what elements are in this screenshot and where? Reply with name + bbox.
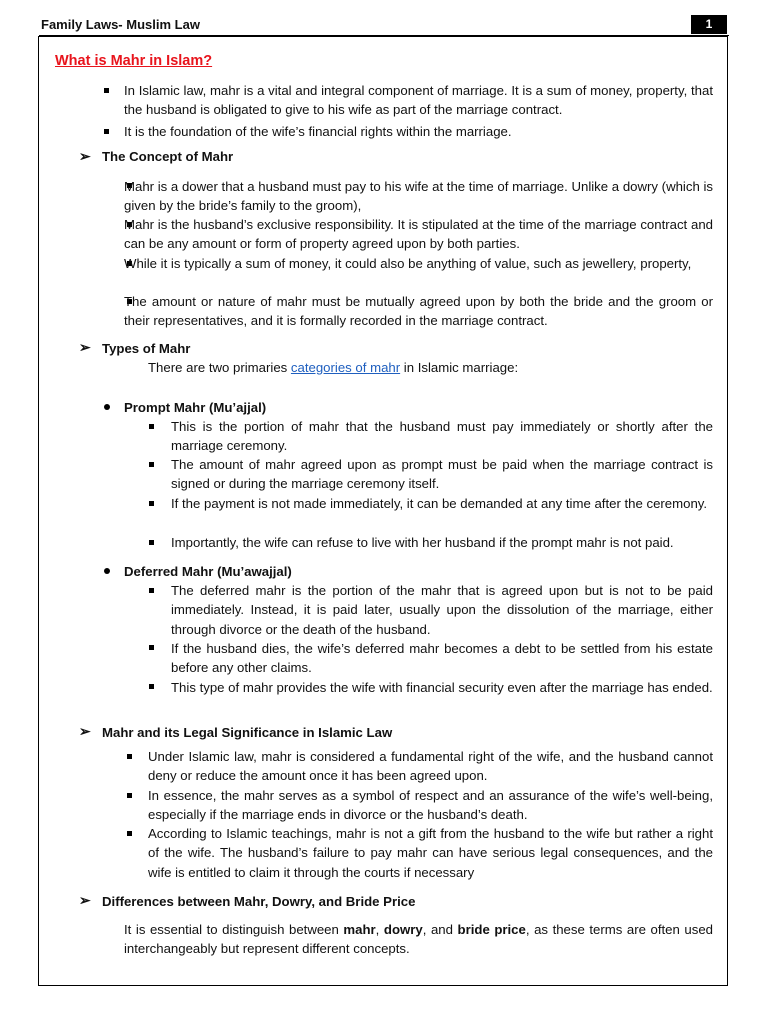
significance-heading: Mahr and its Legal Significance in Islamic Law (102, 725, 393, 740)
bullet-dot (104, 404, 110, 410)
bullet-dot (104, 568, 110, 574)
deferred-item-1: The deferred mahr is the portion of the mahr that is agreed upon but is not to be paid immediately. Instead, it is paid later, usually upon the dissolution of the marriage, either through divorce or the death of the husband. (171, 583, 713, 637)
bullet-square (149, 501, 154, 506)
prompt-item-3: If the payment is not made immediately, it can be demanded at any time after the ceremony. (171, 496, 708, 511)
prompt-item-2: The amount of mahr agreed upon as prompt must be paid when the marriage contract is signed or during the marriage ceremony itself. (171, 457, 713, 492)
arrow-bullet-icon: ➢ (79, 339, 91, 355)
concept-item-2: Mahr is the husband’s exclusive responsibility. It is stipulated at the time of the marriage contract and can be any amount or form of property agreed upon by both parties. (124, 217, 713, 252)
bullet-square (149, 424, 154, 429)
types-intro-after: in Islamic marriage: (400, 360, 519, 375)
categories-of-mahr-link[interactable]: categories of mahr (290, 360, 401, 375)
significance-item-1: Under Islamic law, mahr is considered a fundamental right of the wife, and the husband cannot deny or reduce the amount once it has been agreed upon. (148, 749, 713, 784)
differences-sep-1: , (375, 922, 384, 937)
bullet-square (104, 129, 109, 134)
differences-text-start: It is essential to distinguish between (124, 922, 344, 937)
differences-paragraph (124, 920, 713, 959)
deferred-item-3: This type of mahr provides the wife with financial security even after the marriage has ended. (171, 680, 713, 695)
page-number: 1 (691, 15, 727, 34)
bullet-square (149, 462, 154, 467)
arrow-bullet-icon: ➢ (79, 723, 91, 739)
concept-item-1 (124, 177, 713, 216)
intro-item-1: In Islamic law, mahr is a vital and integral component of marriage. It is a sum of money, property, that the husband is obligated to give to his wife as part of the marriage contract. (124, 83, 713, 118)
bullet-square (149, 540, 154, 545)
concept-item-3: While it is typically a sum of money, it could also be anything of value, such as jewellery, property, (124, 256, 692, 271)
concept-item-1-text: Mahr is a dower that a husband must pay to his wife at the time of marriage. Unlike a dowry (which is given by the bride’s family to the groom), (124, 179, 713, 214)
differences-sep-2: , and (422, 922, 458, 937)
arrow-bullet-icon: ➢ (79, 892, 91, 908)
bullet-square (127, 793, 132, 798)
bullet-square (127, 831, 132, 836)
header-title: Family Laws- Muslim Law (41, 17, 200, 32)
term-mahr: mahr (343, 922, 376, 937)
prompt-item-4: Importantly, the wife can refuse to live with her husband if the prompt mahr is not paid. (171, 535, 674, 550)
deferred-heading: Deferred Mahr (Mu’awajjal) (124, 564, 292, 579)
types-intro (148, 358, 518, 377)
bullet-square (104, 88, 109, 93)
bullet-square (149, 684, 154, 689)
types-intro-before: There are two primaries (148, 360, 291, 375)
page-title: What is Mahr in Islam? (55, 53, 213, 69)
concept-heading: The Concept of Mahr (102, 149, 234, 164)
types-heading: Types of Mahr (102, 341, 191, 356)
bullet-square (149, 588, 154, 593)
significance-item-3: According to Islamic teachings, mahr is not a gift from the husband to the wife but rather a right of the wife. The husband’s failure to pay mahr can have serious legal consequences, and the wife is entitled to claim it through the courts if necessary (148, 826, 713, 880)
differences-text-end: , as these terms are often used interchangeably but represent different concepts. (124, 922, 714, 957)
term-dowry: dowry (383, 922, 423, 937)
bullet-square (149, 645, 154, 650)
term-bride-price: bride price (457, 922, 526, 937)
page-header (39, 14, 729, 36)
prompt-heading: Prompt Mahr (Mu’ajjal) (124, 400, 267, 415)
bullet-square (127, 754, 132, 759)
concept-item-4: The amount or nature of mahr must be mutually agreed upon by both the bride and the groom or their representatives, and it is formally recorded in the marriage contract. (124, 294, 713, 329)
prompt-item-1: This is the portion of mahr that the husband must pay immediately or shortly after the marriage ceremony. (171, 419, 713, 454)
deferred-item-2: If the husband dies, the wife’s deferred mahr becomes a debt to be settled from his estate before any other claims. (171, 641, 713, 676)
differences-heading: Differences between Mahr, Dowry, and Bride Price (102, 894, 416, 909)
intro-item-2: It is the foundation of the wife’s financial rights within the marriage. (124, 124, 512, 139)
arrow-bullet-icon: ➢ (79, 148, 91, 164)
significance-item-2: In essence, the mahr serves as a symbol of respect and an assurance of the wife’s well-being, especially if the marriage ends in divorce or the husband’s death. (148, 788, 713, 823)
